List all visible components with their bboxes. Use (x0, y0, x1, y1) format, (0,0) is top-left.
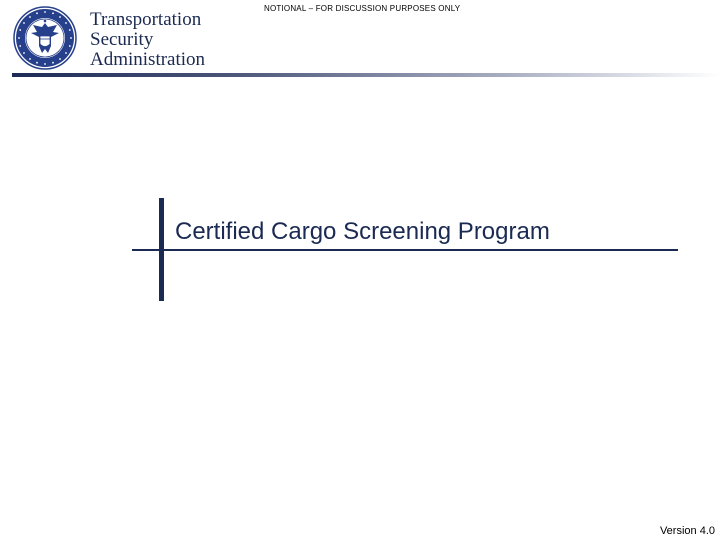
dhs-seal-icon (13, 6, 77, 70)
org-name-line-1: Transportation (90, 9, 202, 30)
title-underline (132, 249, 678, 251)
version-label: Version 4.0 (659, 525, 715, 537)
org-name-line-3: Administration (90, 49, 206, 70)
org-name-line-2: Security (90, 29, 154, 50)
discussion-notice: NOTIONAL – FOR DISCUSSION PURPOSES ONLY (264, 4, 461, 13)
slide-title: Certified Cargo Screening Program (175, 218, 550, 245)
slide-header (0, 0, 720, 78)
org-name (90, 10, 205, 70)
header-divider (12, 73, 720, 77)
